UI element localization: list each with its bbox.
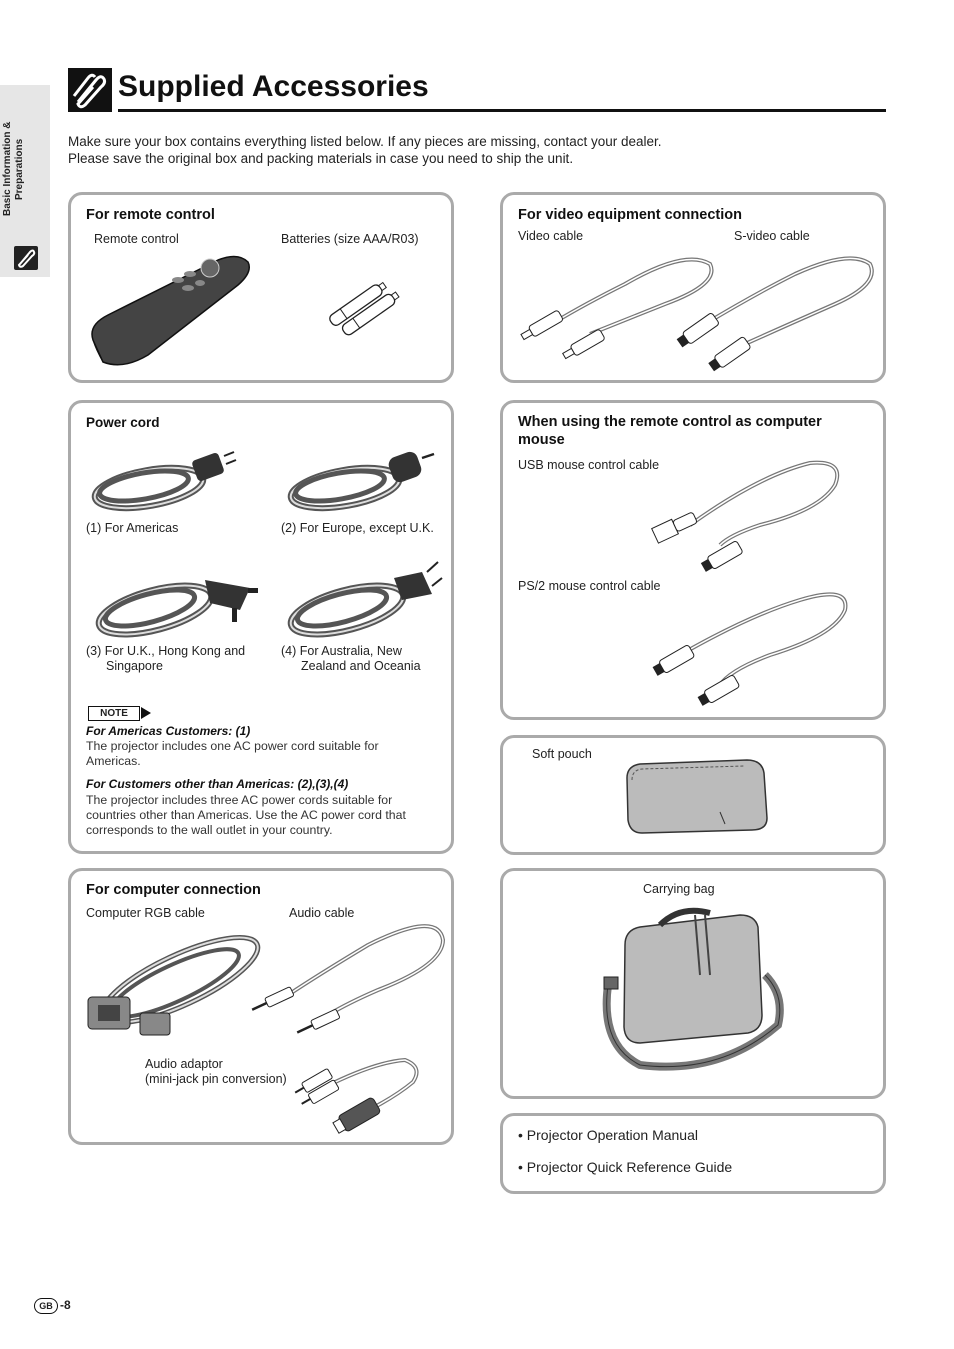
ps2-cable-icon: [650, 585, 860, 705]
audio-adaptor-label: Audio adaptor (mini-jack pin conversion): [145, 1057, 287, 1086]
power-cord-icon: [282, 558, 452, 648]
intro-text: Make sure your box contains everything listed below. If any pieces are missing, contact your dealer. Please save the original box and packing materials in case you need to ship the unit.: [68, 134, 662, 166]
page-number: -8: [60, 1298, 71, 1312]
paperclip-icon: [14, 246, 38, 270]
title-rule: [118, 109, 886, 112]
note1-text: The projector includes one AC power cord suitable for Americas.: [86, 739, 379, 768]
note1-heading: For Americas Customers: (1): [86, 724, 251, 738]
mouse-box-heading: When using the remote control as computer mouse: [518, 414, 822, 448]
note-tag: NOTE: [88, 706, 140, 721]
remote-control-icon: [88, 250, 258, 370]
side-tab-label: Basic Information & Preparations: [2, 121, 25, 217]
bag-icon: [600, 905, 790, 1085]
batteries-icon: [324, 283, 404, 333]
rgb-cable-label: Computer RGB cable: [86, 906, 205, 920]
carrying-bag-label: Carrying bag: [643, 882, 715, 896]
note2-text: The projector includes three AC power cords suitable for countries other than Americas. Use the AC power cord that corresponds to the wall outlet in your country.: [86, 793, 406, 837]
remote-label: Remote control: [94, 232, 179, 246]
computer-box-heading: For computer connection: [86, 882, 261, 898]
usb-cable-icon: [640, 455, 850, 575]
video-cable-label: Video cable: [518, 229, 584, 243]
power-cord-label-4: (4) For Australia, New Zealand and Oceania: [281, 644, 421, 673]
audio-cable-label: Audio cable: [289, 906, 355, 920]
video-box-heading: For video equipment connection: [518, 207, 742, 223]
soft-pouch-label: Soft pouch: [532, 747, 592, 761]
power-cord-label-2: (2) For Europe, except U.K.: [281, 521, 434, 535]
ps2-cable-label: PS/2 mouse control cable: [518, 579, 661, 593]
power-cord-label-1: (1) For Americas: [86, 521, 179, 535]
rgb-cable-icon: [80, 925, 270, 1045]
page-title: Supplied Accessories: [118, 70, 429, 103]
power-cord-icon: [84, 438, 234, 518]
manuals-box: [500, 1113, 886, 1194]
manual-item-1: • Projector Operation Manual: [518, 1127, 698, 1143]
note-arrow-icon: [141, 707, 151, 719]
pouch-icon: [622, 758, 772, 838]
power-box-heading: Power cord: [86, 415, 160, 430]
power-cord-icon: [280, 438, 430, 518]
manual-item-2: • Projector Quick Reference Guide: [518, 1159, 733, 1175]
audio-adaptor-icon: [295, 1052, 425, 1132]
usb-cable-label: USB mouse control cable: [518, 458, 660, 472]
paperclip-icon: [68, 68, 112, 112]
audio-cable-icon: [248, 915, 448, 1045]
power-cord-icon: [90, 558, 260, 648]
power-cord-label-3: (3) For U.K., Hong Kong and Singapore: [86, 644, 246, 673]
region-badge: GB: [34, 1298, 58, 1314]
svideo-cable-label: S-video cable: [734, 229, 810, 243]
batteries-label: Batteries (size AAA/R03): [281, 232, 419, 246]
remote-box-heading: For remote control: [86, 207, 215, 223]
note2-heading: For Customers other than Americas: (2),(3),(4): [86, 777, 349, 791]
svideo-cable-icon: [675, 244, 875, 374]
